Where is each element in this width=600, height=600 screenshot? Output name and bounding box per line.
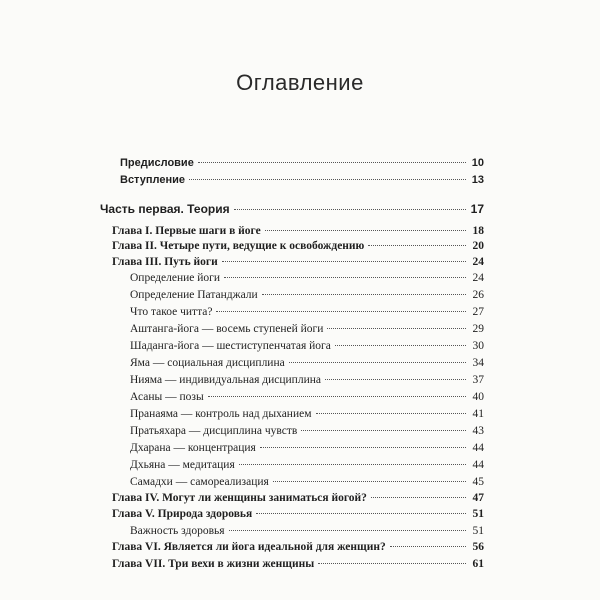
leader-dots	[318, 562, 466, 564]
toc-entry-section[interactable]	[130, 524, 484, 538]
toc-label: Аштанга-йога — восемь ступеней йоги	[130, 323, 324, 335]
toc-entry-section[interactable]	[130, 305, 484, 319]
toc-label: Нияма — индивидуальная дисциплина	[130, 374, 321, 386]
toc-label: Пранаяма — контроль над дыханием	[130, 408, 312, 420]
toc-entry-section[interactable]	[130, 441, 484, 455]
leader-dots	[239, 463, 466, 465]
toc-entry-preface[interactable]	[120, 156, 484, 170]
toc-label: Глава VII. Три вехи в жизни женщины	[112, 558, 315, 570]
page-title: Оглавление	[236, 70, 364, 95]
toc-label: Шаданга-йога — шестиступенчатая йога	[130, 340, 331, 352]
toc-page-number: 13	[471, 174, 484, 186]
toc-page-number: 51	[472, 525, 484, 537]
toc-label: Предисловие	[120, 157, 194, 169]
leader-dots	[368, 244, 466, 246]
leader-dots	[229, 529, 466, 531]
leader-dots	[224, 276, 466, 278]
toc-entry-intro[interactable]	[120, 173, 484, 187]
toc-label: Дхьяна — медитация	[130, 459, 235, 471]
toc-entry-chapter-2[interactable]	[112, 239, 484, 253]
leader-dots	[289, 361, 466, 363]
toc-page-number: 27	[472, 306, 484, 318]
toc-entry-section[interactable]	[130, 424, 484, 438]
toc-page-number: 41	[472, 408, 484, 420]
toc-entry-chapter-1[interactable]	[112, 224, 484, 238]
toc-page-number: 45	[472, 476, 484, 488]
leader-dots	[216, 310, 466, 312]
leader-dots	[390, 545, 466, 547]
toc-entry-section[interactable]	[130, 288, 484, 302]
toc-page-number: 18	[472, 225, 484, 237]
toc-page-number: 20	[472, 240, 484, 252]
toc-entry-section[interactable]	[130, 339, 484, 353]
toc-entry-chapter-6[interactable]	[112, 540, 484, 554]
toc-label: Определение йоги	[130, 272, 221, 284]
toc-entry-part-one[interactable]	[100, 202, 484, 216]
toc-entry-chapter-4[interactable]	[112, 491, 484, 505]
toc-entry-section[interactable]	[130, 390, 484, 404]
leader-dots	[234, 208, 466, 210]
toc-label: Пратьяхара — дисциплина чувств	[130, 425, 298, 437]
toc-page-number: 40	[472, 391, 484, 403]
leader-dots	[273, 480, 466, 482]
leader-dots	[198, 161, 466, 163]
toc-label: Что такое читта?	[130, 306, 213, 318]
toc-label: Важность здоровья	[130, 525, 225, 537]
toc-entry-section[interactable]	[130, 407, 484, 421]
leader-dots	[208, 395, 466, 397]
toc-page-number: 61	[472, 558, 484, 570]
leader-dots	[316, 412, 467, 414]
toc-entry-section[interactable]	[130, 322, 484, 336]
toc-page-number: 51	[472, 508, 484, 520]
leader-dots	[371, 496, 466, 498]
toc-page-number: 37	[472, 374, 484, 386]
toc-page-number: 34	[472, 357, 484, 369]
leader-dots	[265, 229, 466, 231]
toc-label: Глава VI. Является ли йога идеальной для женщин?	[112, 541, 386, 553]
toc-page-number: 24	[472, 256, 484, 268]
leader-dots	[335, 344, 466, 346]
leader-dots	[256, 512, 466, 514]
leader-dots	[189, 178, 466, 180]
leader-dots	[327, 327, 466, 329]
toc-page-number: 10	[471, 157, 484, 169]
toc-label: Глава II. Четыре пути, ведущие к освобождению	[112, 240, 365, 252]
toc-label: Дхарана — концентрация	[130, 442, 256, 454]
toc-label: Вступление	[120, 174, 185, 186]
toc-label: Глава V. Природа здоровья	[112, 508, 253, 520]
toc-label: Глава I. Первые шаги в йоге	[112, 225, 261, 237]
toc-page-number: 26	[472, 289, 484, 301]
toc-label: Яма — социальная дисциплина	[130, 357, 285, 369]
leader-dots	[222, 260, 466, 262]
toc-entry-section[interactable]	[130, 458, 484, 472]
toc-page-number: 47	[472, 492, 484, 504]
toc-entry-section[interactable]	[130, 356, 484, 370]
toc-page-number: 30	[472, 340, 484, 352]
toc-page-number: 56	[472, 541, 484, 553]
toc-label: Глава III. Путь йоги	[112, 256, 218, 268]
toc-entry-chapter-7[interactable]	[112, 557, 484, 571]
toc-page-number: 44	[472, 442, 484, 454]
toc-page-number: 43	[472, 425, 484, 437]
toc-label: Определение Патанджали	[130, 289, 258, 301]
toc-entry-section[interactable]	[130, 373, 484, 387]
toc-label: Самадхи — самореализация	[130, 476, 269, 488]
toc-entry-chapter-3[interactable]	[112, 255, 484, 269]
toc-page-number: 17	[470, 202, 484, 216]
toc-page-number: 24	[472, 272, 484, 284]
toc-entry-section[interactable]	[130, 271, 484, 285]
toc-label: Глава IV. Могут ли женщины заниматься йогой?	[112, 492, 367, 504]
leader-dots	[260, 446, 466, 448]
leader-dots	[301, 429, 466, 431]
toc-label: Часть первая. Теория	[100, 202, 230, 216]
toc-entry-section[interactable]	[130, 475, 484, 489]
leader-dots	[262, 293, 466, 295]
leader-dots	[325, 378, 466, 380]
toc-page-number: 44	[472, 459, 484, 471]
toc-label: Асаны — позы	[130, 391, 204, 403]
toc-entry-chapter-5[interactable]	[112, 507, 484, 521]
toc-page-number: 29	[472, 323, 484, 335]
